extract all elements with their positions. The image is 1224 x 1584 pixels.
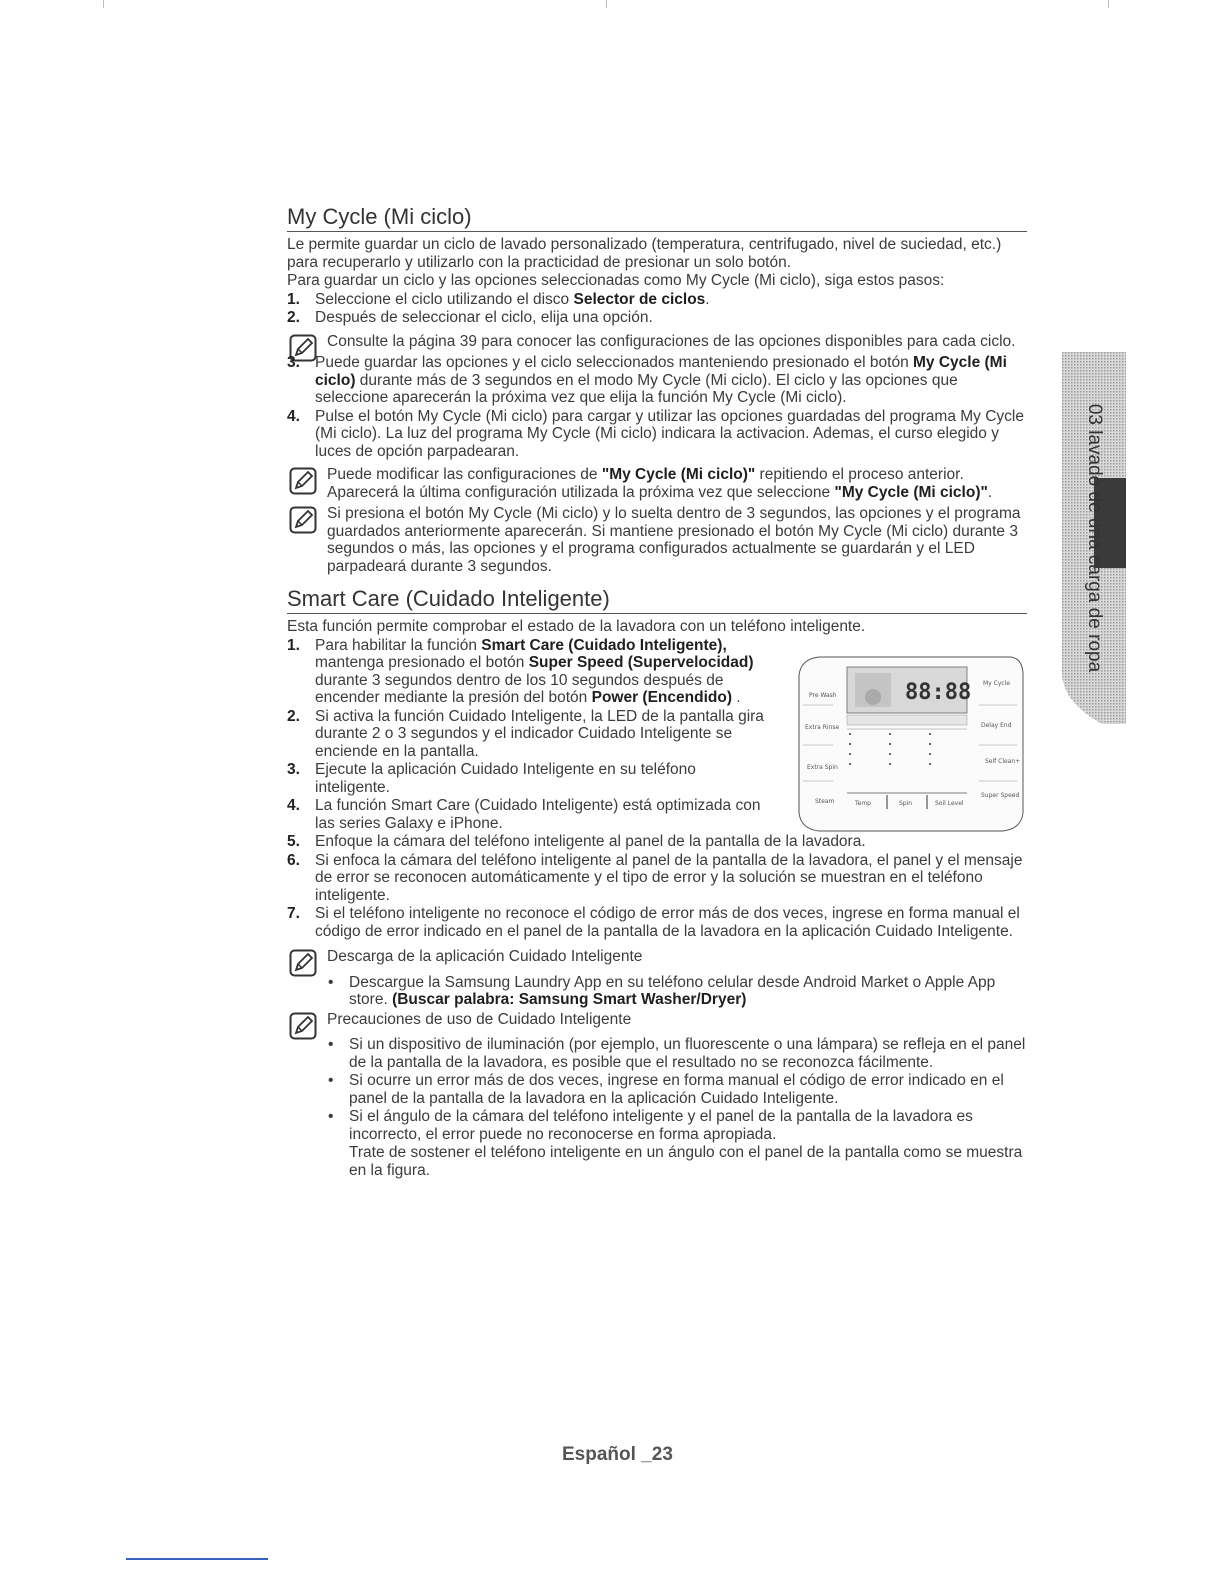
bullet-item: • Descargue la Samsung Laundry App en su teléfono celular desde Android Market o Apple App store. (Buscar palabra: Samsung Smart Washer/Dryer) xyxy=(328,973,996,1008)
step-7: 7. Si el teléfono inteligente no reconoce el código de error más de dos veces, ingrese en forma manual el código de error indicado en el panel de la pantalla de la lavadora en la aplicación Cuidado Inteligente. xyxy=(287,905,1020,940)
crop-mark xyxy=(606,0,607,8)
bullet-item: • Si el ángulo de la cámara del teléfono inteligente y el panel de la pantalla de la lavadora es incorrecto, el error puede no reconocerse en forma apropiada. xyxy=(328,1108,973,1143)
bullet-item: • Si ocurre un error más de dos veces, ingrese en forma manual el código de error indicado en el panel de la pantalla de la lavadora en la aplicación Cuidado Inteligente. xyxy=(328,1072,1004,1107)
note: Descarga de la aplicación Cuidado Inteligente xyxy=(287,948,1027,966)
step-2: 2. Si activa la función Cuidado Inteligente, la LED de la pantalla gira durante 2 o 3 segundos y el indicador Cuidado Inteligente se enciende en la pantalla. xyxy=(287,707,764,760)
bottom-rule xyxy=(126,1558,268,1560)
panel-label: Extra Spin xyxy=(807,763,838,771)
panel-label: Super Speed xyxy=(981,791,1020,799)
step-5: 5. Enfoque la cámara del teléfono inteligente al panel de la pantalla de la lavadora. xyxy=(287,833,866,850)
washer-control-panel-illustration xyxy=(789,645,1025,833)
step-1: 1. Seleccione el ciclo utilizando el disco Selector de ciclos. xyxy=(287,290,710,308)
section-title-my-cycle: My Cycle (Mi ciclo) xyxy=(287,203,1027,232)
step-4: 4. Pulse el botón My Cycle (Mi ciclo) para cargar y utilizar las opciones guardadas del programa My Cycle (Mi ciclo). La luz del programa My Cycle (Mi ciclo) indicara la activacion. Ademas, el curso elegido y luces de opción parpadearan. xyxy=(287,407,1024,460)
page-footer: Español _23 xyxy=(562,1444,673,1465)
crop-mark xyxy=(103,0,104,8)
step-2: 2. Después de seleccionar el ciclo, elija una opción. xyxy=(287,309,653,326)
panel-label: Temp xyxy=(855,799,871,807)
chapter-tab-label: 03 lavado de una carga de ropa xyxy=(1084,403,1105,673)
step-1: 1. Para habilitar la función Smart Care (Cuidado Inteligente), mantenga presionado el botón Super Speed (Supervelocidad) durante 3 segundos dentro de los 10 segundos después de encender mediante la presión del botón Power (Encendido) . xyxy=(287,636,754,706)
page-content xyxy=(287,203,1027,1180)
note: Consulte la página 39 para conocer las configuraciones de las opciones disponibles para cada ciclo. xyxy=(287,333,1027,351)
paragraph: Le permite guardar un ciclo de lavado personalizado (temperatura, centrifugado, nivel de suciedad, etc.) para recuperarlo y utilizarlo con la practicidad de presionar un solo botón. xyxy=(287,236,1002,271)
step-3: 3. Ejecute la aplicación Cuidado Inteligente en su teléfono inteligente. xyxy=(287,761,696,796)
panel-label: My Cycle xyxy=(983,679,1011,687)
panel-label: Pre Wash xyxy=(809,691,837,699)
step-6: 6. Si enfoca la cámara del teléfono inteligente al panel de la pantalla de la lavadora, el panel y el mensaje de error se reconocen automáticamente y el tipo de error y la solución se muestran en el teléfono inteligente. xyxy=(287,851,1023,904)
panel-label: Self Clean+ xyxy=(985,757,1021,765)
panel-label: Spin xyxy=(899,799,913,807)
smart-care-steps xyxy=(287,637,1027,833)
step-3: 3. Puede guardar las opciones y el ciclo seleccionados manteniendo presionado el botón My Cycle (Mi ciclo) durante más de 3 segundos en el modo My Cycle (Mi ciclo). El ciclo y las opciones que seleccione aparecerán la próxima vez que elija la función My Cycle (Mi ciclo). xyxy=(287,354,1007,406)
bullet-item: • Si un dispositivo de iluminación (por ejemplo, un fluorescente o una lámpara) se refleja en el panel de la pantalla de la lavadora, es posible que el resultado no se reconozca fácilmente. xyxy=(328,1036,1026,1071)
bullet-continuation: Trate de sostener el teléfono inteligente en un ángulo con el panel de la pantalla como se muestra en la figura. xyxy=(349,1144,1023,1179)
display-digits: 88:88 xyxy=(905,679,972,705)
crop-mark xyxy=(1108,0,1109,8)
note-pencil-icon xyxy=(289,467,317,495)
note: Si presiona el botón My Cycle (Mi ciclo) y lo suelta dentro de 3 segundos, las opciones y el programa guardados anteriormente aparecerán. Si mantiene presionado el botón My Cycle (Mi ciclo) durante 3 segundos o más, las opciones y el programa configurados actualmente se guardarán y el LED parpadeará durante 3 segundos. xyxy=(287,505,1027,575)
section-title-smart-care: Smart Care (Cuidado Inteligente) xyxy=(287,585,1027,614)
panel-label: Soil Level xyxy=(935,799,964,807)
note-pencil-icon xyxy=(289,506,317,534)
step-4: 4. La función Smart Care (Cuidado Inteligente) está optimizada con las series Galaxy e iPhone. xyxy=(287,797,761,832)
paragraph: Para guardar un ciclo y las opciones seleccionadas como My Cycle (Mi ciclo), siga estos pasos: xyxy=(287,272,945,289)
panel-label: Steam xyxy=(815,797,835,805)
panel-label: Extra Rinse xyxy=(805,723,840,731)
note: Precauciones de uso de Cuidado Inteligente xyxy=(287,1011,1027,1029)
panel-label: Delay End xyxy=(981,721,1012,729)
note: Puede modificar las configuraciones de "My Cycle (Mi ciclo)" repitiendo el proceso anterior. Aparecerá la última configuración utilizada la próxima vez que seleccione "My Cycle (Mi ciclo)". xyxy=(287,466,1027,501)
paragraph: Esta función permite comprobar el estado de la lavadora con un teléfono inteligente. xyxy=(287,618,866,635)
